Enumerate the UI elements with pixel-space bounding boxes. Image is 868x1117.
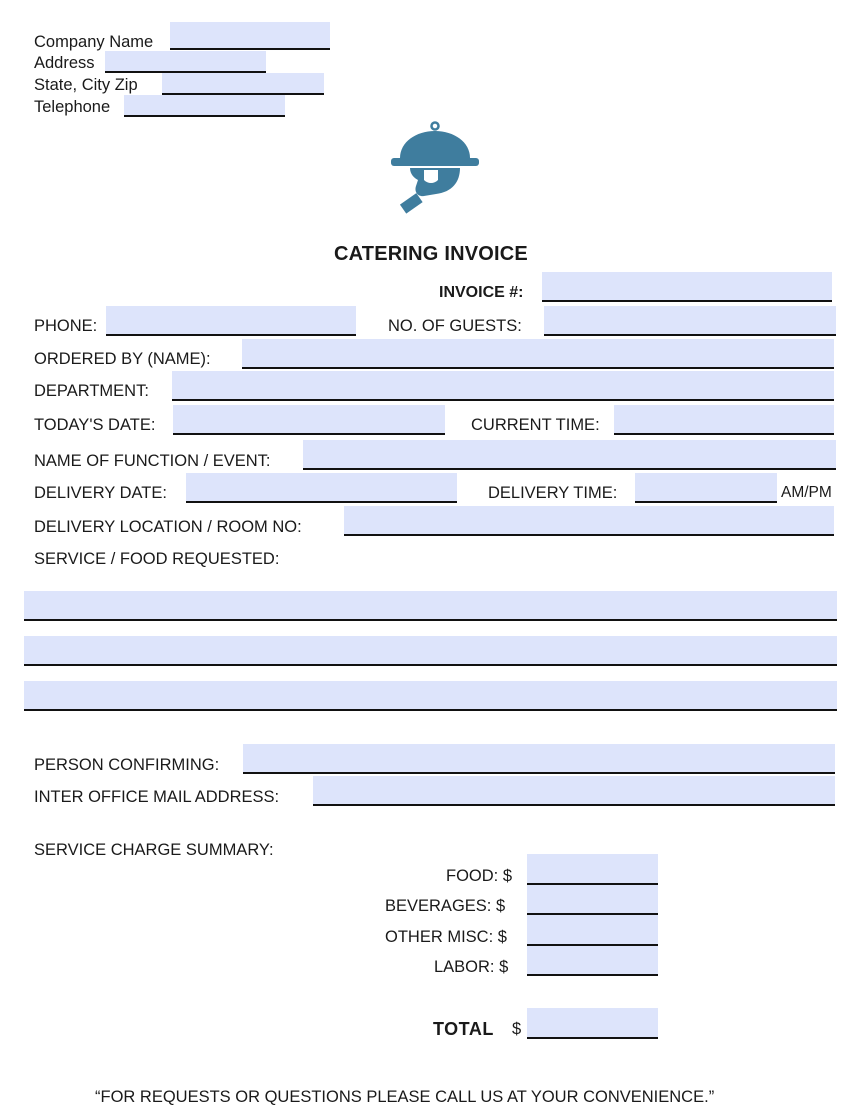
- food-label: FOOD: $: [446, 867, 513, 885]
- state-city-zip-label: State, City Zip: [34, 76, 138, 94]
- ordered-by-field[interactable]: [242, 339, 834, 369]
- delivery-date-field[interactable]: [186, 473, 457, 503]
- todays-date-field[interactable]: [173, 405, 445, 435]
- address-label: Address: [34, 54, 95, 72]
- service-requested-label: SERVICE / FOOD REQUESTED:: [34, 550, 280, 568]
- beverages-label: BEVERAGES: $: [385, 897, 506, 915]
- phone-field[interactable]: [106, 306, 356, 336]
- function-event-label: NAME OF FUNCTION / EVENT:: [34, 452, 271, 470]
- department-field[interactable]: [172, 371, 834, 401]
- total-label: TOTAL: [433, 1019, 494, 1039]
- company-name-field[interactable]: [170, 22, 330, 50]
- state-city-zip-field[interactable]: [162, 73, 324, 95]
- service-requested-field-1[interactable]: [24, 591, 837, 621]
- food-amount-field[interactable]: [527, 854, 658, 885]
- delivery-date-label: DELIVERY DATE:: [34, 484, 167, 502]
- delivery-time-field[interactable]: [635, 473, 777, 503]
- invoice-number-field[interactable]: [542, 272, 832, 302]
- guests-label: NO. OF GUESTS:: [388, 317, 522, 335]
- person-confirming-label: PERSON CONFIRMING:: [34, 756, 220, 774]
- labor-amount-field[interactable]: [527, 946, 658, 976]
- telephone-label: Telephone: [34, 98, 111, 116]
- function-event-field[interactable]: [303, 440, 836, 470]
- delivery-location-label: DELIVERY LOCATION / ROOM NO:: [34, 518, 302, 536]
- beverages-amount-field[interactable]: [527, 885, 658, 915]
- labor-label: LABOR: $: [434, 958, 509, 976]
- invoice-number-label: INVOICE #:: [439, 284, 524, 301]
- delivery-location-field[interactable]: [344, 506, 834, 536]
- mail-address-field[interactable]: [313, 776, 835, 806]
- total-currency-label: $: [512, 1020, 522, 1038]
- current-time-label: CURRENT TIME:: [471, 416, 600, 434]
- company-name-label: Company Name: [34, 33, 154, 51]
- service-requested-field-3[interactable]: [24, 681, 837, 711]
- summary-heading: SERVICE CHARGE SUMMARY:: [34, 841, 274, 859]
- invoice-title: CATERING INVOICE: [334, 243, 528, 265]
- delivery-time-label: DELIVERY TIME:: [488, 484, 618, 502]
- todays-date-label: TODAY'S DATE:: [34, 416, 156, 434]
- phone-label: PHONE:: [34, 317, 98, 335]
- person-confirming-field[interactable]: [243, 744, 835, 774]
- footer-note: “FOR REQUESTS OR QUESTIONS PLEASE CALL US AT YOUR CONVENIENCE.”: [95, 1088, 715, 1106]
- other-misc-amount-field[interactable]: [527, 915, 658, 946]
- total-amount-field[interactable]: [527, 1008, 658, 1039]
- ampm-label: AM/PM: [781, 484, 832, 501]
- current-time-field[interactable]: [614, 405, 834, 435]
- other-misc-label: OTHER MISC: $: [385, 928, 507, 946]
- telephone-field[interactable]: [124, 95, 285, 117]
- department-label: DEPARTMENT:: [34, 382, 149, 400]
- address-field[interactable]: [105, 51, 266, 73]
- catering-cloche-tray-icon: [388, 120, 482, 216]
- guests-field[interactable]: [544, 306, 836, 336]
- mail-address-label: INTER OFFICE MAIL ADDRESS:: [34, 788, 280, 806]
- ordered-by-label: ORDERED BY (NAME):: [34, 350, 211, 368]
- service-requested-field-2[interactable]: [24, 636, 837, 666]
